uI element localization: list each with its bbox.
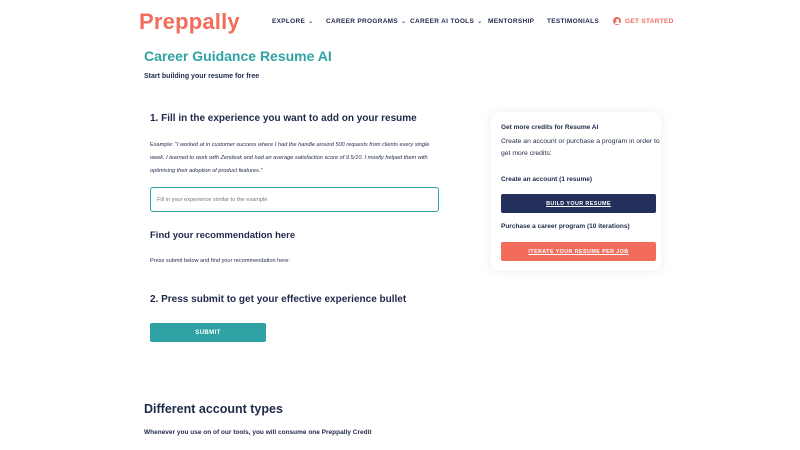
submit-button[interactable]: SUBMIT xyxy=(150,323,266,342)
iterate-resume-button[interactable]: ITERATE YOUR RESUME PER JOB xyxy=(501,242,656,261)
purchase-program-label: Purchase a career program (10 iterations) xyxy=(501,223,630,230)
nav-mentorship-label: MENTORSHIP xyxy=(488,18,535,25)
account-types-heading: Different account types xyxy=(144,402,283,416)
nav-career-ai-tools[interactable] xyxy=(410,18,482,25)
chevron-down-icon: ⌄ xyxy=(308,19,314,25)
example-label: Example: xyxy=(150,142,174,148)
credits-card xyxy=(491,112,661,271)
example-text xyxy=(150,139,445,178)
step2-heading: 2. Press submit to get your effective experience bullet xyxy=(150,294,407,305)
get-started-label: GET STARTED xyxy=(625,17,674,25)
nav-testimonials-label: TESTIMONIALS xyxy=(547,18,599,25)
nav-career-programs[interactable] xyxy=(326,18,406,25)
user-icon xyxy=(613,17,621,25)
account-types-text: Whenever you use on of our tools, you will consume one Preppally Credit xyxy=(144,429,372,436)
nav-career-ai-tools-label: CAREER AI TOOLS xyxy=(410,18,475,25)
recommendation-heading: Find your recommendation here xyxy=(150,230,296,241)
recommendation-text: Press submit below and find your recommendation here: xyxy=(150,258,290,264)
example-quote: "I worked at in customer success where I had the handle around 500 requests from clients every single week. I learned to work with Zendesk and had an average satisfaction score of 9.5/10. I mostly helped them with optimising their adoption of product features." xyxy=(150,142,430,174)
experience-input[interactable] xyxy=(150,187,439,212)
nav-mentorship[interactable] xyxy=(488,18,534,25)
build-resume-button[interactable]: BUILD YOUR RESUME xyxy=(501,194,656,213)
credits-card-description: Create an account or purchase a program in order to get more credits: xyxy=(501,138,660,157)
page-subtitle: Start building your resume for free xyxy=(144,73,260,80)
step1-heading: 1. Fill in the experience you want to add on your resume xyxy=(150,113,417,124)
nav-explore-label: EXPLORE xyxy=(272,18,306,25)
get-started-link[interactable] xyxy=(613,17,674,25)
chevron-down-icon: ⌄ xyxy=(477,19,483,25)
site-header xyxy=(0,0,800,44)
preppally-logo[interactable]: Preppally xyxy=(139,9,240,34)
credits-card-title: Get more credits for Resume AI xyxy=(501,124,599,131)
page-title: Career Guidance Resume AI xyxy=(144,48,332,64)
nav-career-programs-label: CAREER PROGRAMS xyxy=(326,18,399,25)
nav-testimonials[interactable] xyxy=(547,18,599,25)
nav-explore[interactable] xyxy=(272,18,314,25)
create-account-label: Create an account (1 resume) xyxy=(501,176,593,183)
chevron-down-icon: ⌄ xyxy=(401,19,407,25)
